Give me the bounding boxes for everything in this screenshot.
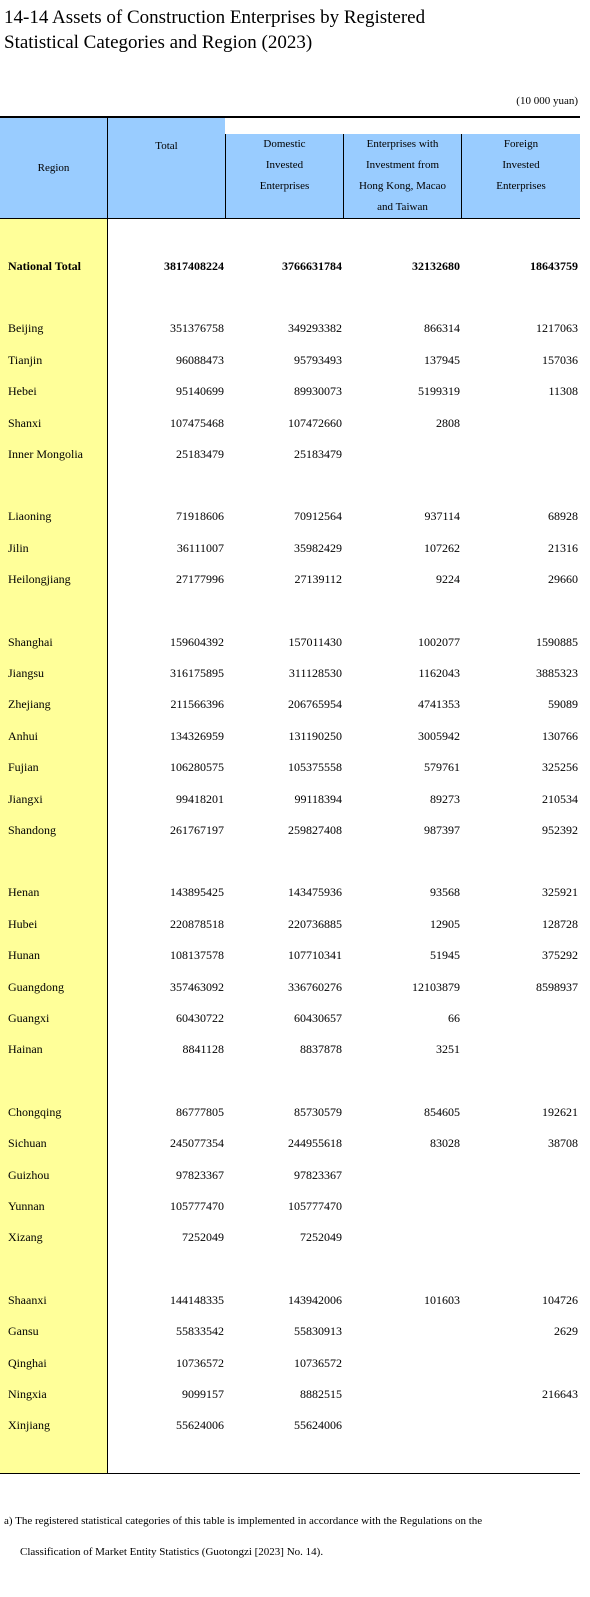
- domestic-cell: 143475936: [288, 885, 342, 900]
- header-hk: [343, 134, 461, 218]
- region-cell: Xinjiang: [8, 1418, 50, 1433]
- table-row: [0, 627, 580, 658]
- total-cell: 220878518: [170, 916, 224, 931]
- foreign-cell: 952392: [542, 823, 578, 837]
- table-row: [0, 721, 580, 752]
- domestic-cell: 55830913: [294, 1324, 342, 1339]
- foreign-cell: 38708: [548, 1136, 578, 1151]
- total-cell: 357463092: [170, 979, 224, 994]
- table-row: [0, 1410, 580, 1441]
- table-row: [0, 1285, 580, 1316]
- hk-cell: 3005942: [418, 728, 460, 743]
- region-cell: Hunan: [8, 948, 40, 963]
- table-row: [0, 439, 580, 470]
- table-row: [0, 815, 580, 846]
- footnote-line-2: Classification of Market Entity Statistics (Guotongzi [2023] No. 14).: [20, 1546, 324, 1558]
- total-cell: 99418201: [176, 791, 224, 806]
- header-domestic: [225, 134, 343, 218]
- region-cell: National Total: [8, 259, 82, 273]
- region-cell: Gansu: [8, 1324, 39, 1339]
- domestic-cell: 97823367: [294, 1167, 342, 1182]
- domestic-cell: 8837878: [300, 1042, 342, 1057]
- total-cell: 36111007: [176, 540, 224, 555]
- domestic-cell: 349293382: [288, 321, 342, 336]
- foreign-cell: 130766: [542, 728, 578, 743]
- domestic-cell: 8882515: [300, 1387, 342, 1401]
- total-cell: 96088473: [176, 352, 224, 367]
- footnote: [4, 1506, 482, 1568]
- total-cell: 97823367: [176, 1167, 224, 1182]
- table-body: [0, 219, 580, 1474]
- region-cell: Hubei: [8, 916, 38, 931]
- foreign-cell: 210534: [542, 791, 578, 806]
- region-cell: Inner Mongolia: [8, 447, 83, 461]
- hk-cell: 3251: [436, 1042, 460, 1057]
- domestic-cell: 89930073: [294, 384, 342, 399]
- domestic-cell: 107710341: [288, 948, 342, 963]
- hk-cell: 1162043: [418, 666, 460, 680]
- header-foreign-l1: Foreign: [503, 138, 539, 150]
- header-foreign-l2: Invested: [502, 159, 540, 171]
- table-row: [0, 940, 580, 971]
- table-row: [0, 313, 580, 344]
- region-cell: Anhui: [8, 728, 38, 743]
- foreign-cell: 29660: [548, 572, 578, 587]
- unit-label: (10 000 yuan): [516, 95, 578, 107]
- header-domestic-l3: Enterprises: [259, 180, 310, 192]
- foreign-cell: 21316: [548, 540, 578, 555]
- foreign-cell: 68928: [548, 509, 578, 524]
- foreign-cell: 59089: [548, 697, 578, 712]
- region-cell: Jiangxi: [8, 791, 43, 806]
- total-cell: 106280575: [170, 760, 224, 775]
- domestic-cell: 35982429: [294, 540, 342, 555]
- total-cell: 134326959: [170, 728, 224, 743]
- foreign-cell: 325921: [542, 885, 578, 900]
- hk-cell: 12905: [430, 916, 460, 931]
- region-cell: Xizang: [8, 1230, 43, 1245]
- total-cell: 8841128: [182, 1042, 224, 1057]
- table-row: [0, 1003, 580, 1034]
- table-row: [0, 345, 580, 376]
- region-cell: Jiangsu: [8, 666, 44, 680]
- domestic-cell: 60430657: [294, 1011, 342, 1025]
- table-row: [0, 1222, 580, 1253]
- total-cell: 27177996: [176, 572, 224, 587]
- region-cell: Beijing: [8, 321, 44, 336]
- total-cell: 95140699: [176, 384, 224, 399]
- domestic-cell: 3766631784: [282, 259, 342, 273]
- domestic-cell: 143942006: [288, 1292, 342, 1307]
- region-cell: Hebei: [8, 384, 37, 399]
- table-row: [0, 1191, 580, 1222]
- table-row: [0, 408, 580, 439]
- region-cell: Shanxi: [8, 415, 42, 430]
- domestic-cell: 99118394: [294, 791, 342, 806]
- header-domestic-l2: Invested: [265, 159, 304, 171]
- national-total-row: [0, 251, 580, 282]
- domestic-cell: 244955618: [288, 1136, 342, 1151]
- table-row: [0, 564, 580, 595]
- foreign-cell: 1217063: [536, 321, 578, 336]
- region-cell: Qinghai: [8, 1355, 47, 1370]
- region-cell: Shandong: [8, 823, 56, 837]
- region-cell: Guizhou: [8, 1167, 50, 1182]
- domestic-cell: 7252049: [300, 1230, 342, 1245]
- region-cell: Shanghai: [8, 634, 53, 649]
- table-row: [0, 1348, 580, 1379]
- region-cell: Guangdong: [8, 979, 64, 994]
- region-cell: Ningxia: [8, 1387, 47, 1401]
- table-row: [0, 909, 580, 940]
- table-row: [0, 1128, 580, 1159]
- hk-cell: 4741353: [418, 697, 460, 712]
- region-cell: Guangxi: [8, 1011, 50, 1025]
- hk-cell: 107262: [424, 540, 460, 555]
- table-row: [0, 1316, 580, 1347]
- total-cell: 261767197: [170, 823, 224, 837]
- foreign-cell: 325256: [542, 760, 578, 775]
- total-cell: 86777805: [176, 1104, 224, 1119]
- region-cell: Heilongjiang: [8, 572, 71, 587]
- region-cell: Shaanxi: [8, 1292, 47, 1307]
- foreign-cell: 104726: [542, 1292, 578, 1307]
- data-table: [0, 116, 580, 1474]
- table-row: [0, 1034, 580, 1065]
- domestic-cell: 311128530: [288, 666, 342, 680]
- domestic-cell: 25183479: [294, 447, 342, 461]
- hk-cell: 51945: [430, 948, 460, 963]
- total-cell: 55833542: [176, 1324, 224, 1339]
- foreign-cell: 8598937: [536, 979, 578, 994]
- total-cell: 108137578: [170, 948, 224, 963]
- total-cell: 71918606: [176, 509, 224, 524]
- foreign-cell: 11308: [548, 384, 578, 399]
- table-row: [0, 1097, 580, 1128]
- domestic-cell: 105777470: [288, 1199, 342, 1213]
- hk-cell: 66: [448, 1011, 460, 1025]
- total-cell: 143895425: [170, 885, 224, 900]
- table-row: [0, 658, 580, 689]
- domestic-cell: 336760276: [288, 979, 342, 994]
- domestic-cell: 105375558: [288, 760, 342, 775]
- header-hk-l4: and Taiwan: [377, 201, 428, 213]
- footnote-line-1: a) The registered statistical categories of this table is implemented in accordance with the Regulations on the: [4, 1515, 483, 1527]
- header-hk-l2: Investment from: [365, 159, 439, 171]
- region-cell: Liaoning: [8, 509, 52, 524]
- region-cell: Hainan: [8, 1042, 43, 1057]
- hk-cell: 89273: [430, 791, 460, 806]
- table-row: [0, 689, 580, 720]
- hk-cell: 12103879: [412, 979, 460, 994]
- foreign-cell: 157036: [542, 352, 578, 367]
- total-cell: 211566396: [170, 697, 224, 712]
- domestic-cell: 70912564: [294, 509, 342, 524]
- hk-cell: 137945: [424, 352, 460, 367]
- header-domestic-l1: Domestic: [263, 138, 306, 150]
- total-cell: 351376758: [170, 321, 224, 336]
- table-row: [0, 972, 580, 1003]
- header-foreign-l3: Enterprises: [496, 180, 546, 192]
- region-cell: Chongqing: [8, 1104, 62, 1119]
- hk-cell: 9224: [436, 572, 460, 587]
- hk-cell: 987397: [424, 823, 460, 837]
- foreign-cell: 3885323: [536, 666, 578, 680]
- hk-cell: 937114: [424, 509, 460, 524]
- table-row: [0, 1160, 580, 1191]
- hk-cell: 579761: [424, 760, 460, 775]
- hk-cell: 1002077: [418, 634, 460, 649]
- hk-cell: 93568: [430, 885, 460, 900]
- foreign-cell: 216643: [542, 1387, 578, 1401]
- hk-cell: 866314: [424, 321, 460, 336]
- domestic-cell: 157011430: [288, 634, 342, 649]
- total-cell: 25183479: [176, 447, 224, 461]
- foreign-cell: 128728: [542, 916, 578, 931]
- total-cell: 107475468: [170, 415, 224, 430]
- table-row: [0, 752, 580, 783]
- foreign-cell: 18643759: [530, 259, 578, 273]
- table-row: [0, 877, 580, 908]
- header-total: Total: [108, 118, 225, 218]
- foreign-cell: 192621: [542, 1104, 578, 1119]
- domestic-cell: 27139112: [294, 572, 342, 587]
- region-cell: Tianjin: [8, 352, 43, 367]
- total-cell: 105777470: [170, 1199, 224, 1213]
- domestic-cell: 206765954: [288, 697, 342, 712]
- region-cell: Fujian: [8, 760, 39, 775]
- header-region: Region: [0, 118, 108, 218]
- header-hk-l1: Enterprises with: [366, 138, 439, 150]
- title-line-2: Statistical Categories and Region (2023): [4, 32, 313, 53]
- total-cell: 316175895: [170, 666, 224, 680]
- domestic-cell: 10736572: [294, 1355, 342, 1370]
- region-cell: Jilin: [8, 540, 29, 555]
- table-row: [0, 784, 580, 815]
- hk-cell: 5199319: [418, 384, 460, 399]
- total-cell: 10736572: [176, 1355, 224, 1370]
- table-row: [0, 376, 580, 407]
- region-cell: Yunnan: [8, 1199, 45, 1213]
- table-header: [0, 116, 580, 219]
- domestic-cell: 259827408: [288, 823, 342, 837]
- domestic-cell: 55624006: [294, 1418, 342, 1433]
- foreign-cell: 375292: [542, 948, 578, 963]
- table-row: [0, 501, 580, 532]
- domestic-cell: 220736885: [288, 916, 342, 931]
- hk-cell: 101603: [424, 1292, 460, 1307]
- foreign-cell: 1590885: [536, 634, 578, 649]
- hk-cell: 854605: [424, 1104, 460, 1119]
- hk-cell: 2808: [436, 415, 460, 430]
- total-cell: 3817408224: [164, 259, 224, 273]
- total-cell: 7252049: [182, 1230, 224, 1245]
- total-cell: 60430722: [176, 1011, 224, 1025]
- foreign-cell: 2629: [554, 1324, 578, 1339]
- title-line-1: 14-14 Assets of Construction Enterprises by Registered: [4, 7, 426, 28]
- header-foreign: [461, 134, 580, 218]
- total-cell: 9099157: [182, 1387, 224, 1401]
- region-cell: Henan: [8, 885, 40, 900]
- domestic-cell: 107472660: [288, 415, 342, 430]
- domestic-cell: 85730579: [294, 1104, 342, 1119]
- domestic-cell: 95793493: [294, 352, 342, 367]
- total-cell: 144148335: [170, 1292, 224, 1307]
- region-cell: Zhejiang: [8, 697, 51, 712]
- table-row: [0, 533, 580, 564]
- total-cell: 159604392: [170, 634, 224, 649]
- region-cell: Sichuan: [8, 1136, 47, 1151]
- hk-cell: 83028: [430, 1136, 460, 1151]
- header-hk-l3: Hong Kong, Macao: [358, 180, 447, 192]
- table-row: [0, 1379, 580, 1410]
- domestic-cell: 131190250: [288, 728, 342, 743]
- total-cell: 245077354: [170, 1136, 224, 1151]
- total-cell: 55624006: [176, 1418, 224, 1433]
- hk-cell: 32132680: [412, 259, 460, 273]
- table-title: [4, 5, 425, 55]
